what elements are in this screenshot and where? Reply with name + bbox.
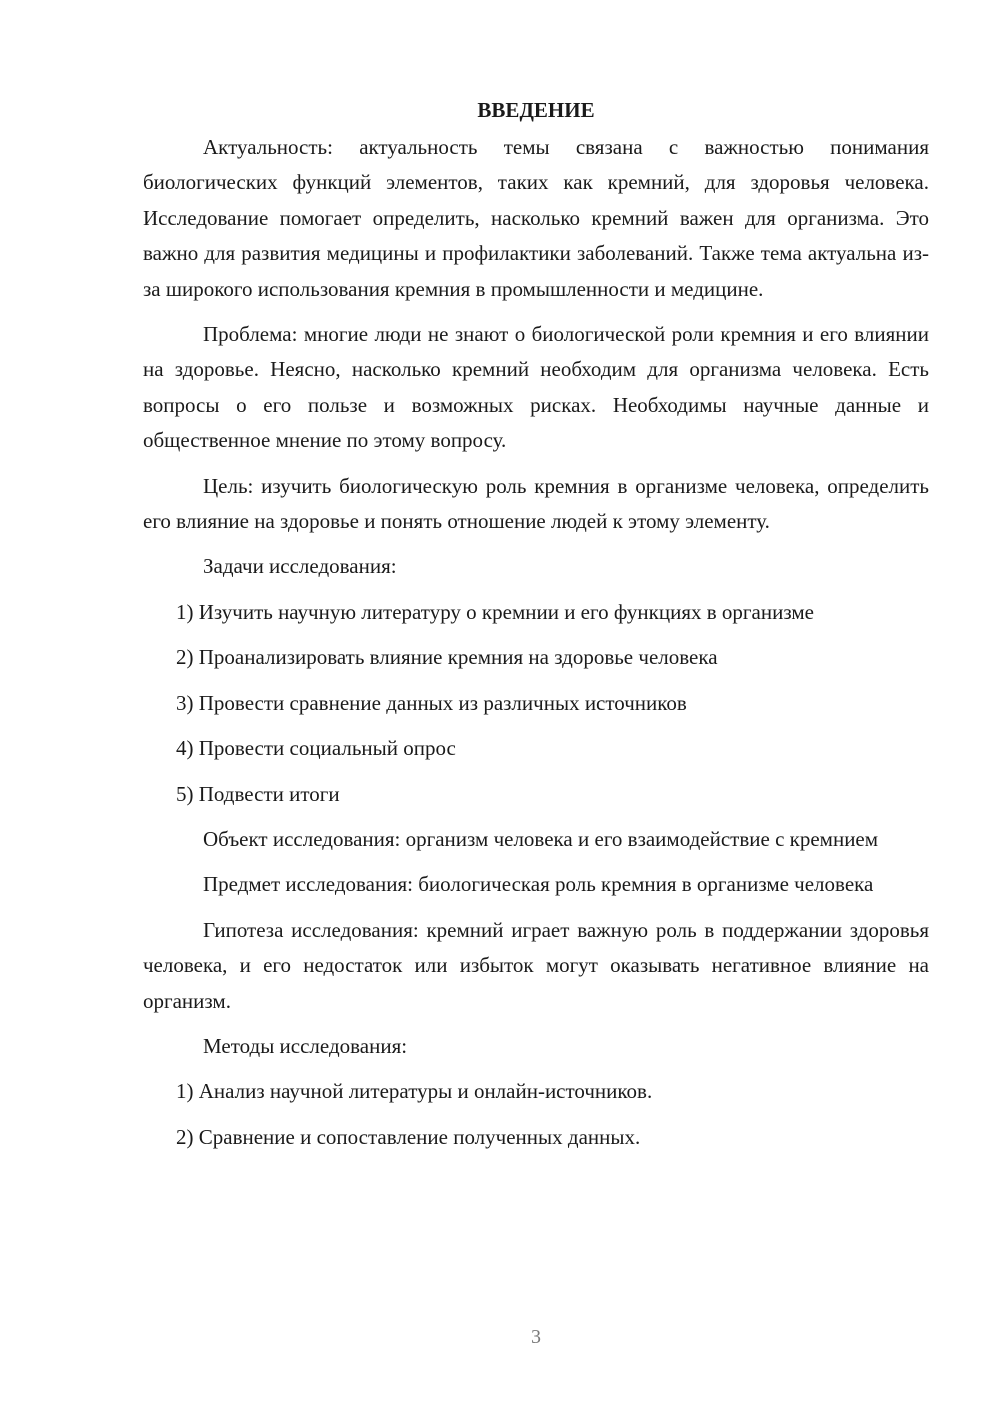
task-item: 1) Изучить научную литературу о кремнии и его функциях в организме [176, 599, 814, 624]
page-number: 3 [531, 1326, 541, 1348]
object-paragraph: Объект исследования: организм человека и его взаимодействие с кремнием [203, 826, 879, 851]
task-item: 3) Провести сравнение данных из различных источников [176, 690, 687, 715]
section-heading: ВВЕДЕНИЕ [477, 98, 595, 122]
method-item: 2) Сравнение и сопоставление полученных данных. [176, 1124, 641, 1149]
task-item: 5) Подвести итоги [176, 781, 340, 806]
task-item: 4) Провести социальный опрос [176, 736, 456, 761]
problem-paragraph: Проблема: многие люди не знают о биологической роли кремния и его влиянии на здоровье. Неясно, насколько кремний необходим для организма человека. Есть вопросы о его пользе и возможных рисках. Необходимы научные данные и общественное мнение по этому вопросу. [143, 322, 929, 453]
task-item: 2) Проанализировать влияние кремния на здоровье человека [176, 645, 718, 670]
document-page [143, 95, 929, 1165]
goal-paragraph: Цель: изучить биологическую роль кремния в организме человека, определить его влияние на здоровье и понять отношение людей к этому элементу. [143, 473, 929, 534]
methods-title: Методы исследования: [203, 1033, 408, 1058]
tasks-title: Задачи исследования: [203, 554, 397, 579]
method-item: 1) Анализ научной литературы и онлайн-источников. [176, 1079, 653, 1104]
hypothesis-paragraph: Гипотеза исследования: кремний играет важную роль в поддержании здоровья человека, и его недостаток или избыток могут оказывать негативное влияние на организм. [143, 917, 929, 1013]
relevance-paragraph: Актуальность: актуальность темы связана с важностью понимания биологических функций элементов, таких как кремний, для здоровья человека. Исследование помогает определить, насколько кремний важен для организма. Это важно для развития медицины и профилактики заболеваний. Также тема актуальна из-за широкого использования кремния в промышленности и медицине. [143, 135, 929, 301]
subject-paragraph: Предмет исследования: биологическая роль кремния в организме человека [203, 872, 874, 897]
